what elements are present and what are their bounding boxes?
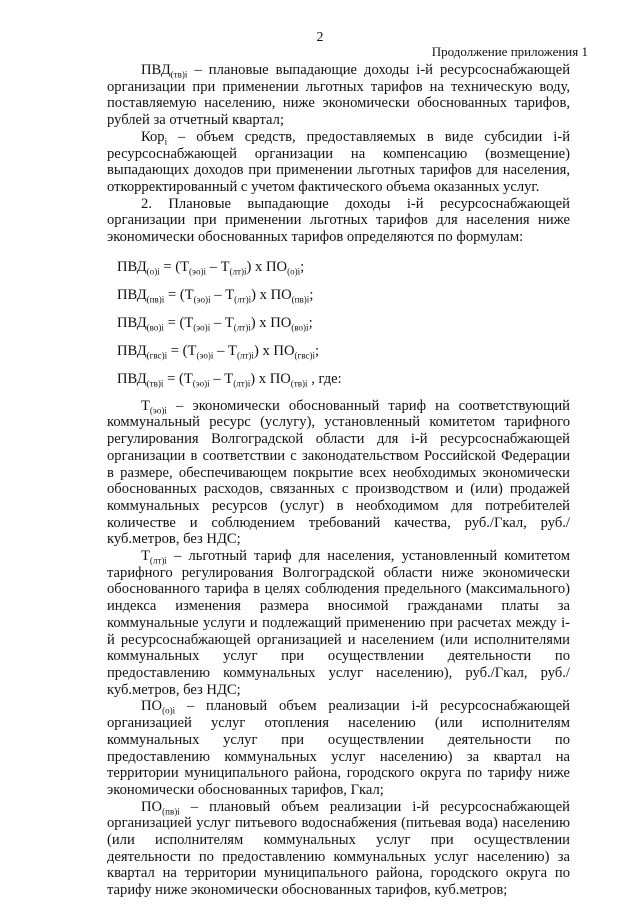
- formula-pvd-vo: $ПВД_{(во)i} = (Т_{(эо)i} - Т_{(лт)i})$ х $ПО_{(во)i}$;: [117, 314, 313, 333]
- definition-po-o: $ПО_{(о)i}$ – плановый объем реализации i-й ресурсоснабжающей организацией услуг отопления населению (или исполнителям коммунальных услуг при осуществлении деятельности по предоставлению коммунальных услуг населению) за квартал на территории муниципального района, городского округа по тарифу ниже экономически обоснованных тарифов, Гкал;: [107, 698, 570, 798]
- document-body: [107, 62, 570, 899]
- paragraph-kor-definition: Кор$_i$ – объем средств, предоставляемых в виде субсидии i-й ресурсоснабжающей организации на компенсацию (возмещение) выпадающих доходов при применении льготных тарифов для населения, откорректированный с учетом фактического объема оказанных услуг.: [107, 128, 570, 195]
- paragraph-item-2: 2. Плановые выпадающие доходы i-й ресурсоснабжающей организации при применении льготных тарифов для населения ниже экономически обоснованных тарифов определяются по формулам:: [107, 195, 570, 246]
- formula-list: [107, 258, 570, 388]
- definition-list: [107, 398, 570, 899]
- formula-pvd-tv: $ПВД_{(тв)i} = (Т_{(эо)i} - Т_{(лт)i})$ х $ПО_{(тв)i}$ , где:: [117, 370, 342, 389]
- definition-po-pv: $ПО_{(пв)i}$ – плановый объем реализации i-й ресурсоснабжающей организацией услуг питьевого водоснабжения (питьевая вода) населению (или исполнителям коммунальных услуг при осуществлении деятельности по предоставлению коммунальных услуг населению) за квартал на территории муниципального района, городского округа по тарифу ниже экономически обоснованных тарифов, куб.метров;: [107, 798, 570, 899]
- paragraph-pvd-tv-definition: $ПВД_{(тв)i}$ – плановые выпадающие доходы i-й ресурсоснабжающей организации при применении льготных тарифов на техническую воду, поставляемую населению, ниже экономически обоснованных тарифов, рублей за отчетный квартал;: [107, 62, 570, 129]
- formula-pvd-o: $ПВД_{(о)i} = (Т_{(эо)i} - Т_{(лт)i})$ х $ПО_{(о)i}$;: [117, 258, 305, 277]
- page-number: 2: [316, 30, 324, 45]
- appendix-continuation-note: Продолжение приложения 1: [431, 44, 588, 59]
- formula-pvd-pv: $ПВД_{(пв)i} = (Т_{(эо)i} - Т_{(лт)i})$ х $ПО_{(пв)i}$;: [117, 286, 314, 305]
- definition-t-lt: $Т_{(лт)i}$ – льготный тариф для населения, установленный комитетом тарифного регулирования Волгоградской области ниже экономически обоснованного тарифа в целях соблюдения предельного (максимального) индекса изменения размера вносимой гражданами платы за коммунальные услуги и подлежащий применению при расчетах между i-й ресурсоснабжающей организацией и населением (или исполнителями коммунальных услуг при осуществлении деятельности по предоставлению коммунальных услуг населению), руб./Гкал, руб./куб.метров, без НДС;: [107, 548, 570, 698]
- formula-pvd-gvs: $ПВД_{(гвс)i} = (Т_{(эо)i} - Т_{(лт)i})$ х $ПО_{(гвс)i}$;: [117, 342, 320, 361]
- definition-t-eo: $Т_{(эо)i}$ – экономически обоснованный тариф на соответствующий коммунальный ресурс (услугу), установленный комитетом тарифного регулирования Волгоградской области для i-й ресурсоснабжающей организации в соответствии с законодательством Российской Федерации в размере, обеспечивающем покрытие всех необходимых экономически обоснованных расходов, связанных с производством и (или) продажей коммунальных ресурсов (услуг) в необходимом для потребителей количестве и соблюдением требований качества, руб./Гкал, руб./куб.метров, без НДС;: [107, 397, 570, 548]
